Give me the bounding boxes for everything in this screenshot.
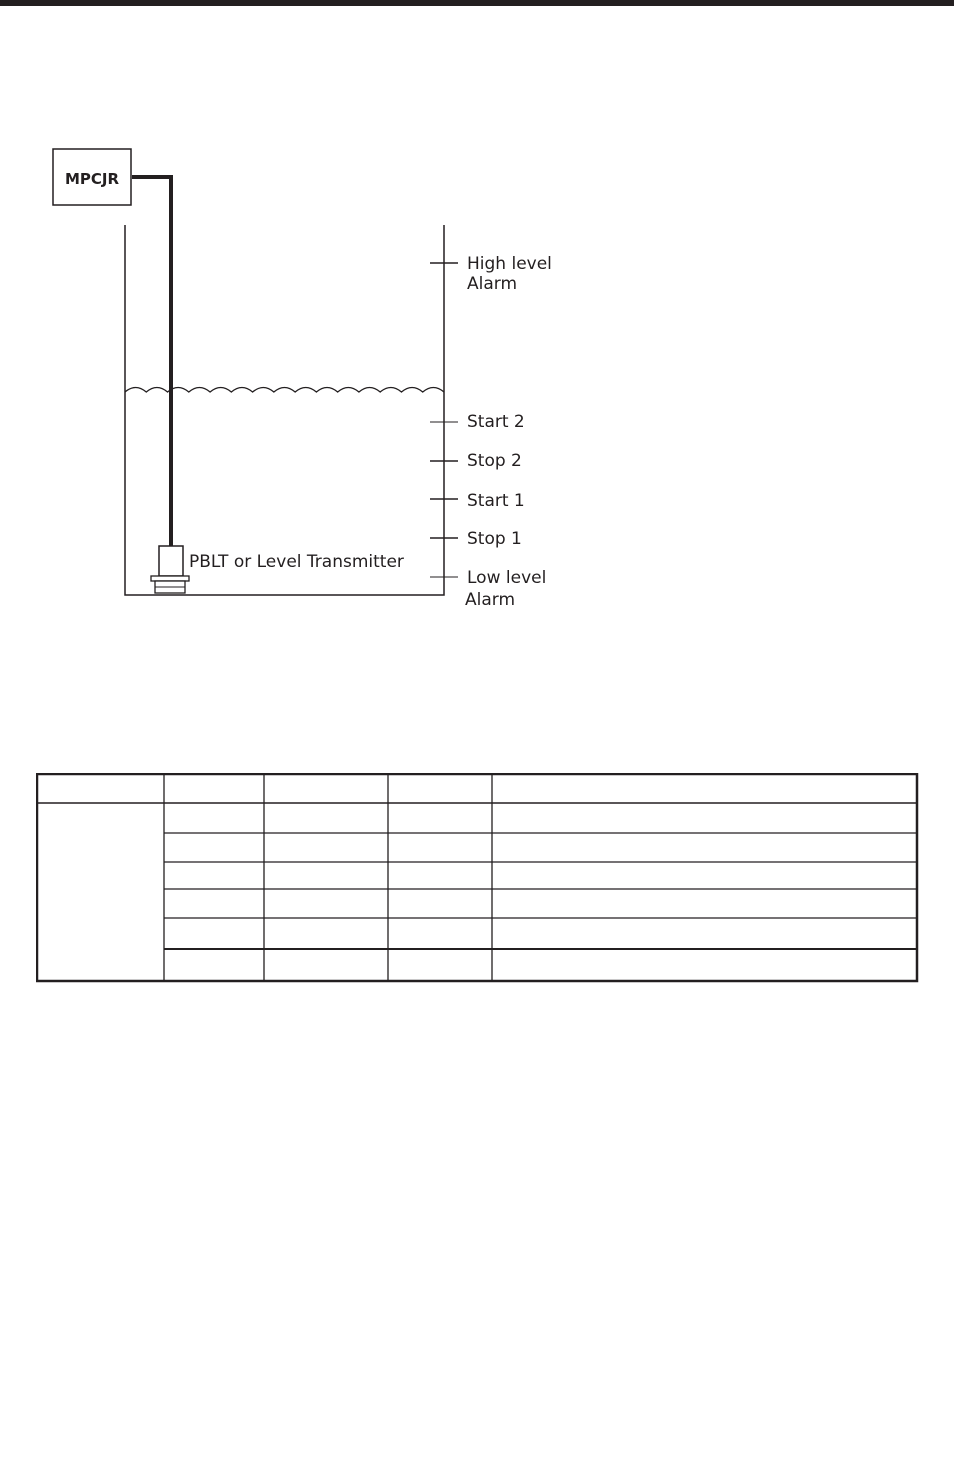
controller-label: MPCJR [64,170,120,188]
transmitter-body [159,546,183,576]
low-alarm-label-line1: Low level [467,568,547,588]
low-alarm-label-line2: Alarm [465,590,516,610]
transmitter-cable [132,177,171,546]
start-2-label: Start 2 [467,412,525,432]
high-alarm-label-line2: Alarm [467,274,518,294]
settings-table [36,773,920,985]
high-alarm-label-line1: High level [467,254,552,274]
transmitter-flange [151,576,189,581]
stop-2-label: Stop 2 [467,451,522,471]
start-1-label: Start 1 [467,491,525,511]
transmitter-label: PBLT or Level Transmitter [189,552,404,572]
stop-1-label: Stop 1 [467,529,522,549]
